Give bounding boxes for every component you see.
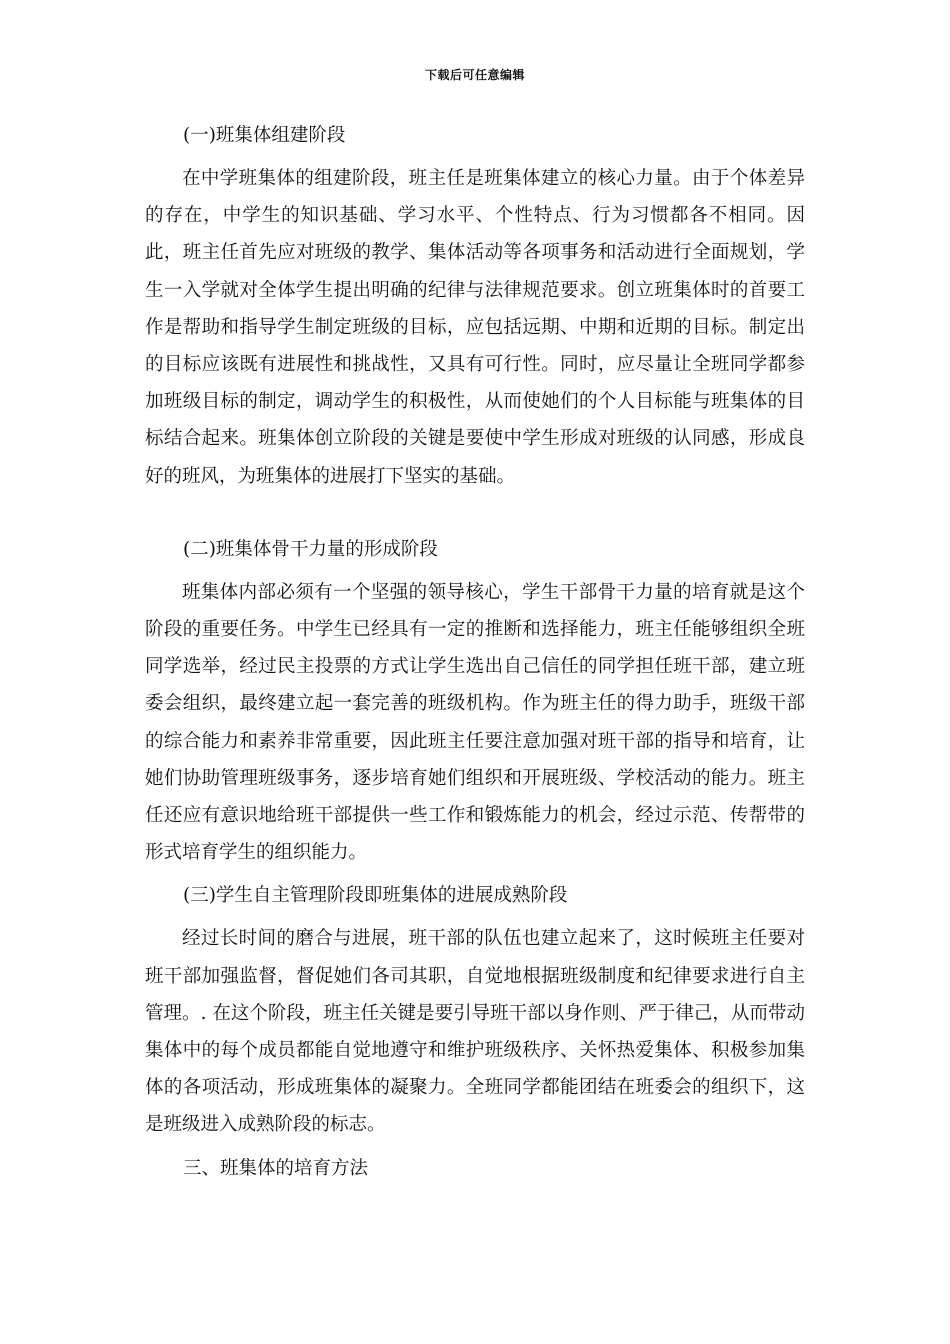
header-note: 下载后可任意编辑 bbox=[424, 68, 525, 82]
section-paragraph-1: 在中学班集体的组建阶段，班主任是班集体建立的核心力量。由于个体差异的存在，中学生的知识基础、学习水平、个性特点、行为习惯都各不相同。因此，班主任首先应对班级的教学、集体活动等各项事务和活动进行全面规划，学生一入学就对全体学生提出明确的纪律与法律规范要求。创立班集体时的首要工作是帮助和指导学生制定班级的目标，应包括远期、中期和近期的目标。制定出的目标应该既有进展性和挑战性，又具有可行性。同时，应尽量让全班同学都参加班级目标的制定，调动学生的积极性，从而使她们的个人目标能与班集体的目标结合起来。班集体创立阶段的关键是要使中学生形成对班级的认同感，形成良好的班风，为班集体的进展打下坚实的基础。 bbox=[145, 168, 805, 487]
document-body bbox=[145, 117, 805, 1187]
section-heading-2: (二)班集体骨干力量的形成阶段 bbox=[183, 538, 438, 560]
section-heading-4: 三、班集体的培育方法 bbox=[183, 1157, 369, 1179]
section-paragraph-3: 经过长时间的磨合与进展，班干部的队伍也建立起来了，这时候班主任要对班干部加强监督，督促她们各司其职，自觉地根据班级制度和纪律要求进行自主管理。. 在这个阶段，班主任关键是要引导班干部以身作则、严于律己，从而带动集体中的每个成员都能自觉地遵守和维护班级秩序、关怀热爱集体、积极参加集体的各项活动，形成班集体的凝聚力。全班同学都能团结在班委会的组织下，这是班级进入成熟阶段的标志。 bbox=[145, 928, 805, 1136]
section-heading-3: (三)学生自主管理阶段即班集体的进展成熟阶段 bbox=[183, 885, 568, 907]
section-paragraph-2: 班集体内部必须有一个坚强的领导核心，学生干部骨干力量的培育就是这个阶段的重要任务。中学生已经具有一定的推断和选择能力，班主任能够组织全班同学选举，经过民主投票的方式让学生选出自己信任的同学担任班干部，建立班委会组织，最终建立起一套完善的班级机构。作为班主任的得力助手，班级干部的综合能力和素养非常重要，因此班主任要注意加强对班干部的指导和培育，让她们协助管理班级事务，逐步培育她们组织和开展班级、学校活动的能力。班主任还应有意识地给班干部提供一些工作和锻炼能力的机会，经过示范、传帮带的形式培育学生的组织能力。 bbox=[145, 581, 805, 864]
section-heading-1: (一)班集体组建阶段 bbox=[183, 125, 346, 146]
